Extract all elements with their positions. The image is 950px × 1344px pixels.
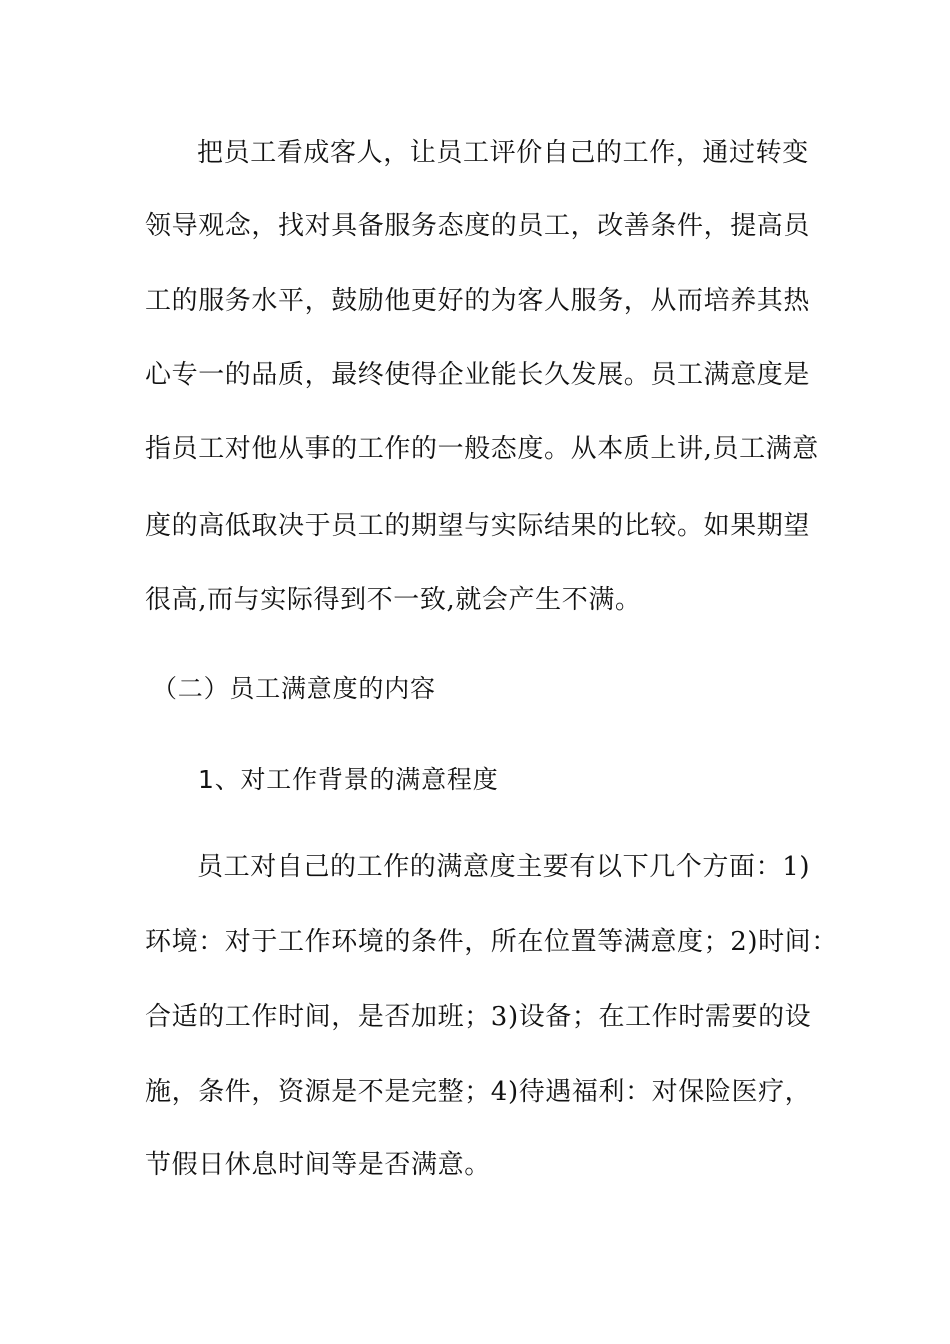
paragraph-2-line-3: 合适的工作时间，是否加班；3)设备；在工作时需要的设 — [145, 1002, 812, 1032]
paragraph-1-line-5: 指员工对他从事的工作的一般态度。从本质上讲,员工满意 — [145, 434, 819, 464]
paragraph-2-line-4: 施，条件，资源是不是完整；4)待遇福利：对保险医疗， — [145, 1077, 812, 1107]
paragraph-1-line-4: 心专一的品质，最终使得企业能长久发展。员工满意度是 — [145, 360, 811, 390]
subsection-heading: 1、对工作背景的满意程度 — [198, 765, 499, 794]
paragraph-2-line-2: 环境：对于工作环境的条件，所在位置等满意度；2)时间： — [145, 927, 838, 957]
paragraph-1-line-6: 度的高低取决于员工的期望与实际结果的比较。如果期望 — [145, 511, 811, 541]
paragraph-1-line-1: 把员工看成客人，让员工评价自己的工作，通过转变 — [197, 138, 809, 168]
section-heading: （二）员工满意度的内容 — [152, 674, 436, 703]
paragraph-2-line-5: 节假日休息时间等是否满意。 — [145, 1150, 491, 1180]
paragraph-1-line-7: 很高,而与实际得到不一致,就会产生不满。 — [145, 585, 642, 615]
paragraph-1-line-3: 工的服务水平，鼓励他更好的为客人服务，从而培养其热 — [145, 286, 811, 316]
paragraph-2-line-1: 员工对自己的工作的满意度主要有以下几个方面：1) — [197, 852, 811, 882]
paragraph-1-line-2: 领导观念，找对具备服务态度的员工，改善条件，提高员 — [145, 211, 811, 241]
